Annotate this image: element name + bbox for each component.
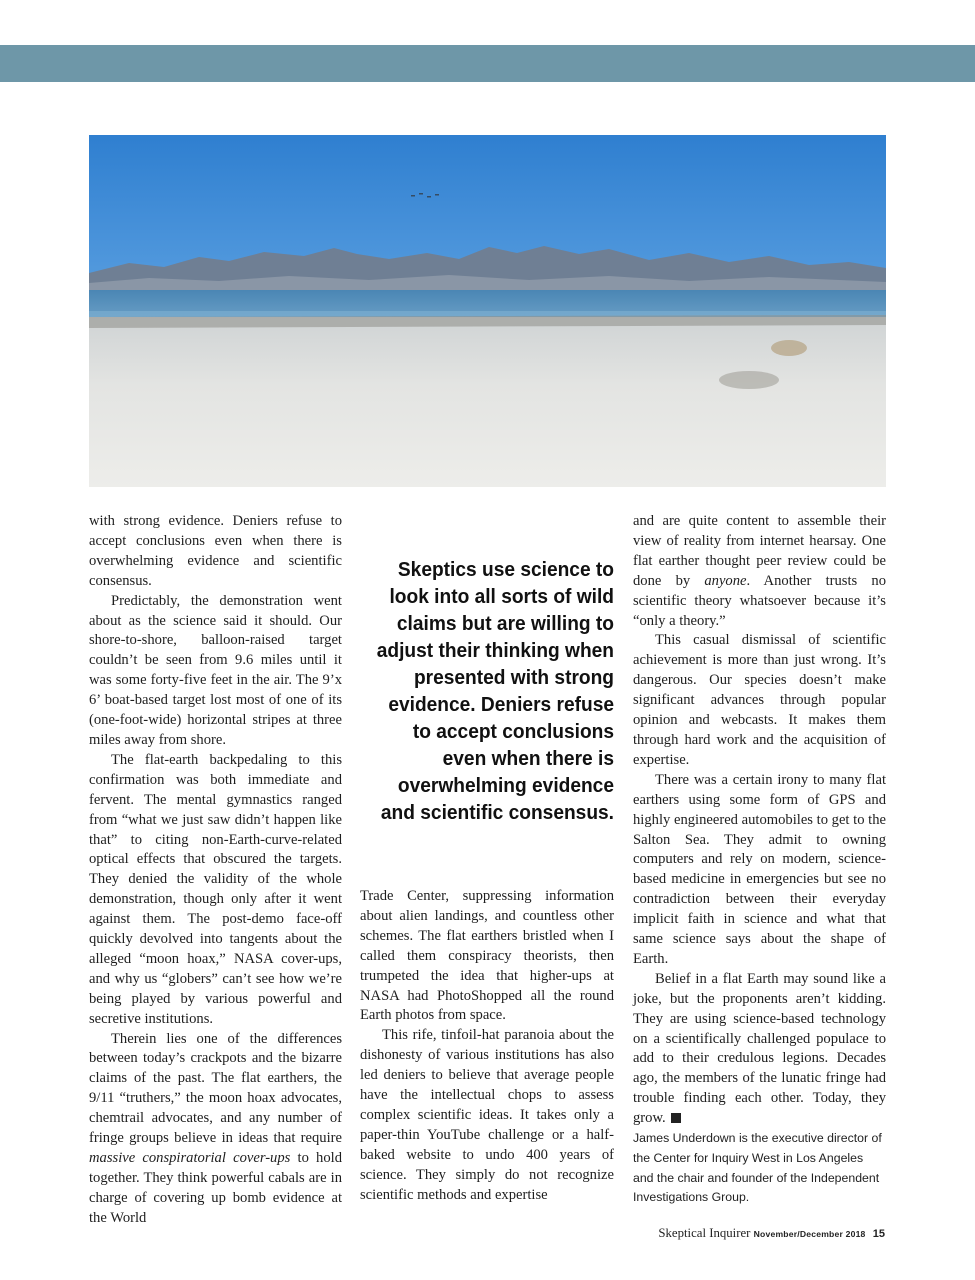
pull-quote: Skeptics use science to look into all sorts of wild claims but are willing to adjust their thinking when presented with strong evidence. Deniers refuse to accept conclusions even when there is overwhelming evidence and scientific consensus. [376,558,614,824]
emphasized-text: anyone [704,572,747,589]
page-footer [658,1226,885,1241]
paragraph [633,970,886,1129]
text-run: . Another trusts no scientific theory whatsoever because it’s “only a theory.” [633,572,886,629]
page-number: 15 [872,1228,885,1240]
text-column-right [633,512,886,1208]
paragraph: The flat-earth backpedaling to this confirmation was both immediate and fervent. The mental gymnastics ranged from “what we just saw didn’t happen like that” to citing non-Earth-curve-related optical effects that obscured the targets. They denied the validity of the whole demonstration, though only after it went against them. The post-demo face-off quickly devolved into tangents about the alleged “moon hoax,” NASA cover-ups, and why us “globers” can’t see how we’re being played by various powerful and secretive institutions. [89,751,342,1027]
salton-sea-photo [89,135,886,487]
text-run: to hold together. They think powerful cabals are in charge of covering up bomb evidence at the World [89,1150,343,1226]
issue-date: November/December 2018 [753,1229,866,1239]
end-mark-icon [671,1113,681,1123]
magazine-name: Skeptical Inquirer [658,1226,751,1240]
emphasized-text: massive conspiratorial cover-ups [89,1150,291,1166]
beach-landscape-image [89,135,886,487]
text-run: Therein lies one of the differences between today’s crackpots and the bizarre claims of the past. The flat earthers, the 9/11 “truthers,” the moon hoax advocates, chemtrail advocates, and any number of fringe groups believe in ideas that require [89,1030,342,1147]
paragraph: with strong evidence. Deniers refuse to accept conclusions even when there is overwhelming evidence and scientific consensus. [89,513,342,589]
paragraph: This rife, tinfoil-hat paranoia about the dishonesty of various institutions has also led deniers to believe that average people have the intellectual chops to assess complex scientific ideas. It takes only a paper-thin YouTube challenge or a half-baked website to undo 400 years of science. They simply do not recognize scientific methods and expertise [360,1027,614,1203]
paragraph: Predictably, the demonstration went about as the science said it should. Our shore-to-shore, balloon-raised target couldn’t be seen from 9.6 miles until it was some forty-five feet in the air. The 9’x 6’ boat-based target lost most of one of its (one-foot-wide) horizontal stripes at three miles away from shore. [89,592,342,748]
paragraph: This casual dismissal of scientific achievement is more than just wrong. It’s dangerous. Our species doesn’t make significant advances through popular opinion and webcasts. It makes them through hard work and the acquisition of expertise. [633,632,886,768]
header-color-band [0,45,975,82]
paragraph: Trade Center, suppressing information about alien landings, and countless other schemes. The flat earthers bristled when I called them conspiracy theorists, then trumpeted the idea that higher-ups at NASA had PhotoShopped all the round Earth photos from space. [360,888,614,1024]
author-bio: James Underdown is the executive director of the Center for Inquiry West in Los Angeles and the chair and founder of the Independent Investigations Group. [633,1131,882,1205]
paragraph [633,512,886,631]
text-run: Belief in a flat Earth may sound like a joke, but the proponents aren’t kidding. They are using science-based technology on a scientifically challenged populace to add to their credulous legions. Decades ago, the members of the lunatic fringe had trouble finding each other. Today, they grow. [633,970,886,1127]
paragraph [89,1030,342,1229]
text-column-middle [360,887,614,1206]
text-run: and are quite content to assemble their view of reality from internet hearsay. One flat earther thought peer review could be done by [633,513,886,589]
text-column-left [89,512,342,1229]
paragraph: There was a certain irony to many flat earthers using some form of GPS and highly engineered automobiles to get to the Salton Sea. They admit to owning computers and rely on modern, science-based medicine in emergencies but see no contradiction between their everyday implicit faith in science and what that same science says about the shape of Earth. [633,771,886,967]
